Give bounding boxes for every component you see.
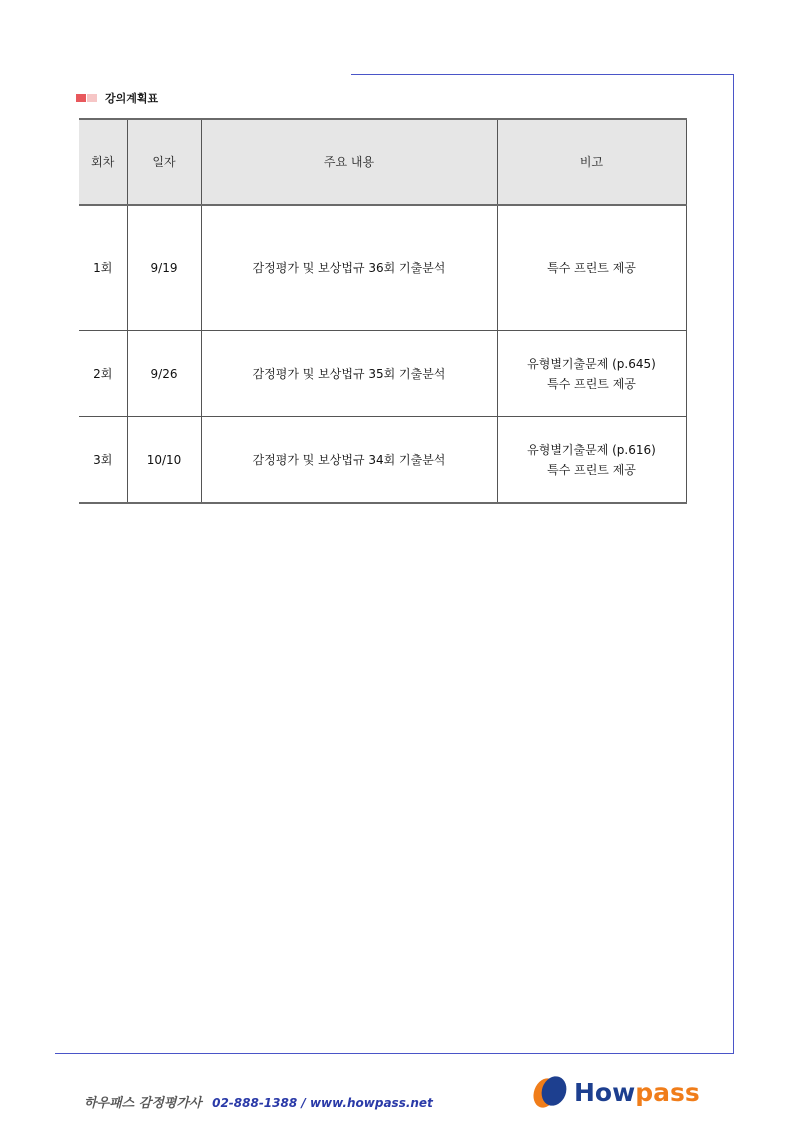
logo-pass: pass <box>635 1077 700 1107</box>
cell-note <box>497 417 686 504</box>
cell-note <box>497 205 686 331</box>
cell-content: 감정평가 및 보상법규 35회 기출분석 <box>201 331 497 417</box>
note-line: 특수 프린트 제공 <box>547 261 636 275</box>
page-frame-bottom <box>55 1053 734 1054</box>
table-header-row <box>79 119 686 205</box>
cell-date: 9/26 <box>127 331 201 417</box>
header-date: 일자 <box>127 119 201 205</box>
cell-session: 1회 <box>79 205 127 331</box>
footer-contact[interactable]: 02-888-1388 / www.howpass.net <box>212 1096 433 1110</box>
cell-date: 10/10 <box>127 417 201 504</box>
footer-brand <box>84 1092 433 1111</box>
cell-date: 9/19 <box>127 205 201 331</box>
square-bullet-icon <box>76 94 86 102</box>
note-line: 유형별기출문제 (p.645) <box>527 356 656 371</box>
howpass-logo <box>530 1074 700 1110</box>
header-content: 주요 내용 <box>201 119 497 205</box>
header-note: 비고 <box>497 119 686 205</box>
note-line: 특수 프린트 제공 <box>547 376 636 391</box>
cell-session: 2회 <box>79 331 127 417</box>
header-session: 회차 <box>79 119 127 205</box>
section-title-label: 강의계획표 <box>105 92 159 105</box>
howpass-logo-text <box>574 1078 700 1107</box>
cell-content: 감정평가 및 보상법규 34회 기출분석 <box>201 417 497 504</box>
square-bullet-light-icon <box>87 94 97 102</box>
footer-brand-text: 하우패스 감정평가사 <box>84 1096 202 1111</box>
table-row <box>79 331 686 417</box>
lecture-plan-table <box>79 118 687 504</box>
table-row <box>79 205 686 331</box>
note-line: 유형별기출문제 (p.616) <box>527 442 656 457</box>
section-heading <box>76 90 158 106</box>
logo-how: How <box>574 1077 636 1107</box>
cell-note <box>497 331 686 417</box>
page-frame-right <box>733 74 734 1054</box>
cell-content: 감정평가 및 보상법규 36회 기출분석 <box>201 205 497 331</box>
cell-session: 3회 <box>79 417 127 504</box>
note-line: 특수 프린트 제공 <box>547 462 636 477</box>
table-row <box>79 417 686 504</box>
page-frame-top <box>351 74 734 75</box>
howpass-logo-icon <box>530 1075 570 1109</box>
